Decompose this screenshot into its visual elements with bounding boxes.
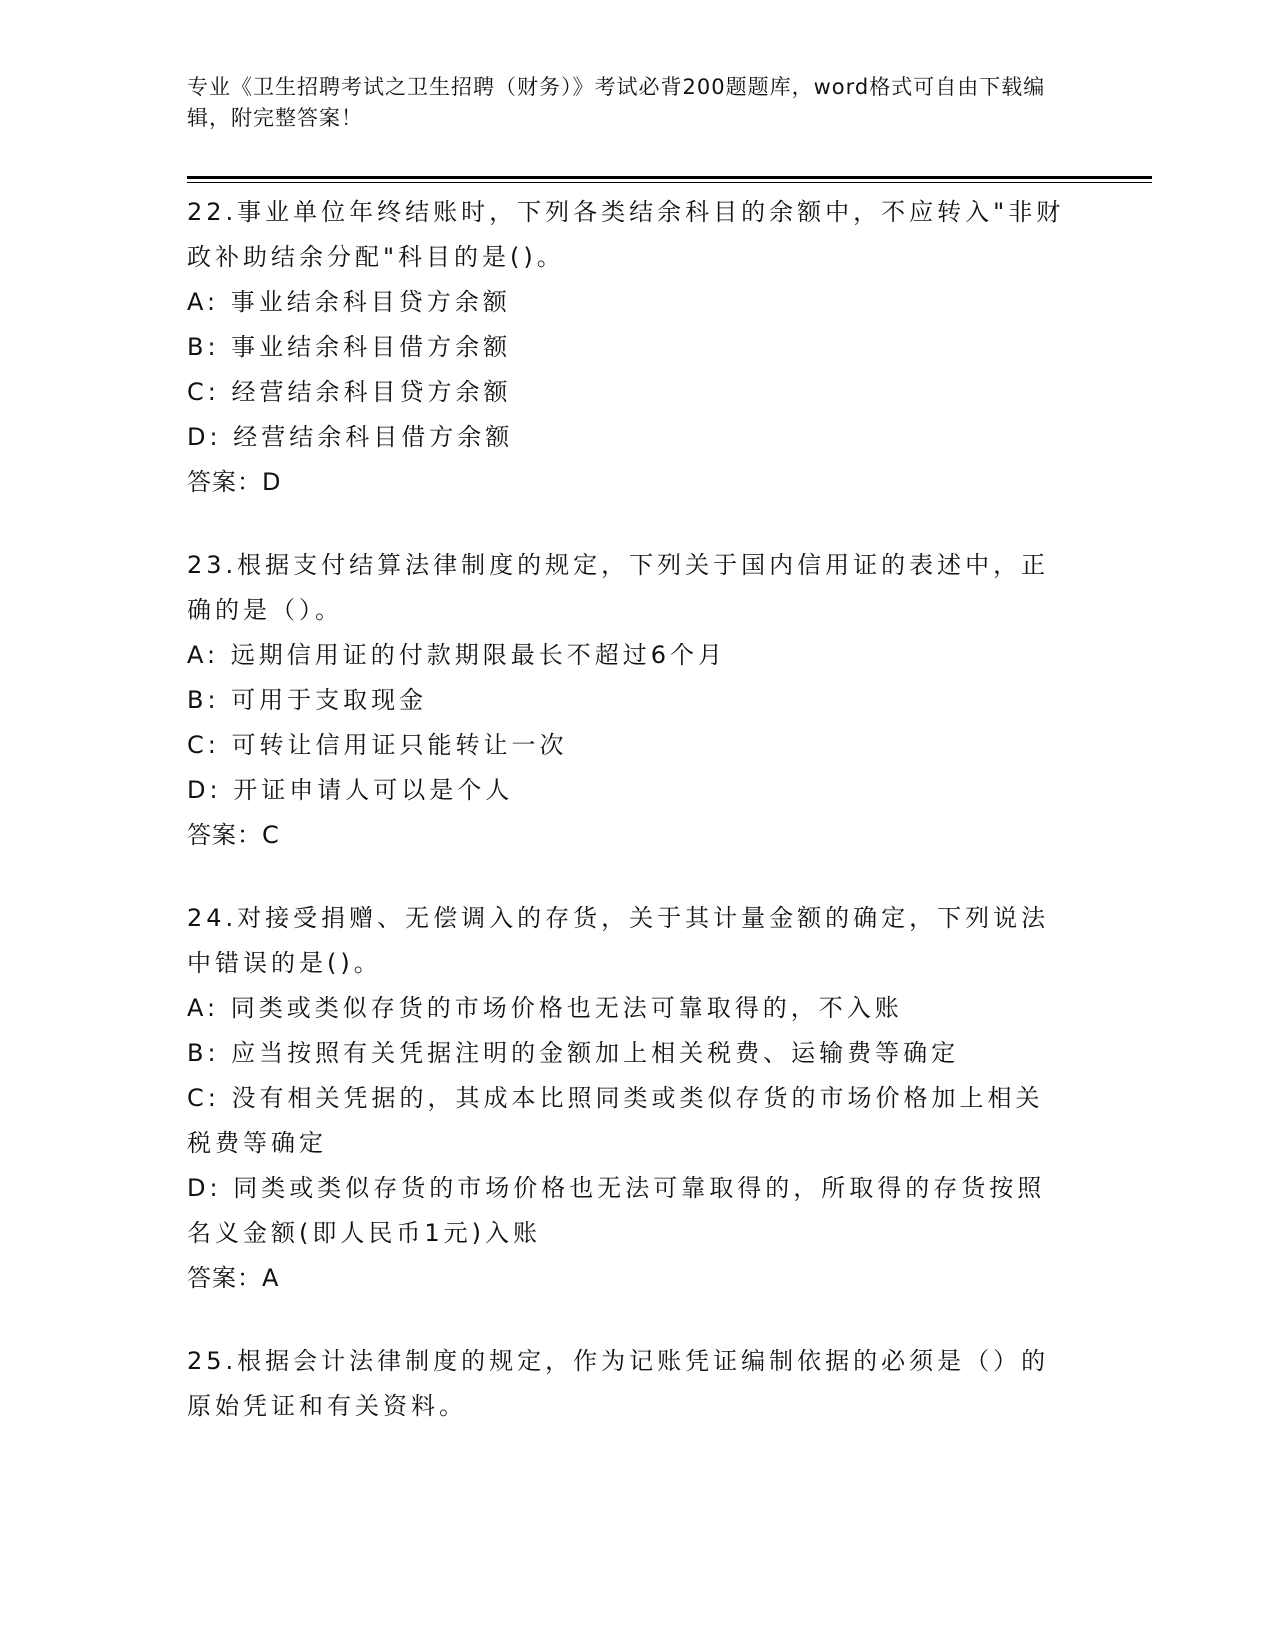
option-a: A: 事业结余科目贷方余额 xyxy=(187,288,511,316)
question-23 xyxy=(187,543,1067,858)
answer: 答案：C xyxy=(187,821,280,849)
question-stem: 22.事业单位年终结账时，下列各类结余科目的余额中，不应转入"非财政补助结余分配"科目的是()。 xyxy=(187,198,1065,271)
question-list xyxy=(187,190,1067,1467)
option-b: B: 事业结余科目借方余额 xyxy=(187,333,512,361)
option-b: B: 应当按照有关凭据注明的金额加上相关税费、运输费等确定 xyxy=(187,1039,960,1067)
option-d: D: 经营结余科目借方余额 xyxy=(187,423,514,451)
option-a: A: 同类或类似存货的市场价格也无法可靠取得的，不入账 xyxy=(187,994,903,1022)
answer: 答案：D xyxy=(187,468,282,496)
document-header: 专业《卫生招聘考试之卫生招聘（财务）》考试必背200题题库，word格式可自由下载编辑，附完整答案！ xyxy=(187,75,1046,130)
option-d: D: 开证申请人可以是个人 xyxy=(187,776,514,804)
question-25 xyxy=(187,1339,1067,1429)
option-c: C: 没有相关凭据的，其成本比照同类或类似存货的市场价格加上相关税费等确定 xyxy=(187,1084,1044,1157)
question-22 xyxy=(187,190,1067,505)
option-d: D: 同类或类似存货的市场价格也无法可靠取得的，所取得的存货按照名义金额(即人民币1元)入账 xyxy=(187,1174,1046,1247)
header-rule-thin xyxy=(187,182,1152,183)
question-stem: 25.根据会计法律制度的规定，作为记账凭证编制依据的必须是（）的原始凭证和有关资料。 xyxy=(187,1347,1050,1420)
option-c: C: 可转让信用证只能转让一次 xyxy=(187,731,568,759)
option-c: C: 经营结余科目贷方余额 xyxy=(187,378,512,406)
header-rule-thick xyxy=(187,176,1152,179)
question-stem: 24.对接受捐赠、无偿调入的存货，关于其计量金额的确定，下列说法中错误的是()。 xyxy=(187,904,1050,977)
question-stem: 23.根据支付结算法律制度的规定，下列关于国内信用证的表述中，正确的是（）。 xyxy=(187,551,1050,624)
option-a: A: 远期信用证的付款期限最长不超过6个月 xyxy=(187,641,726,669)
option-b: B: 可用于支取现金 xyxy=(187,686,428,714)
question-24 xyxy=(187,896,1067,1301)
answer: 答案：A xyxy=(187,1264,280,1292)
